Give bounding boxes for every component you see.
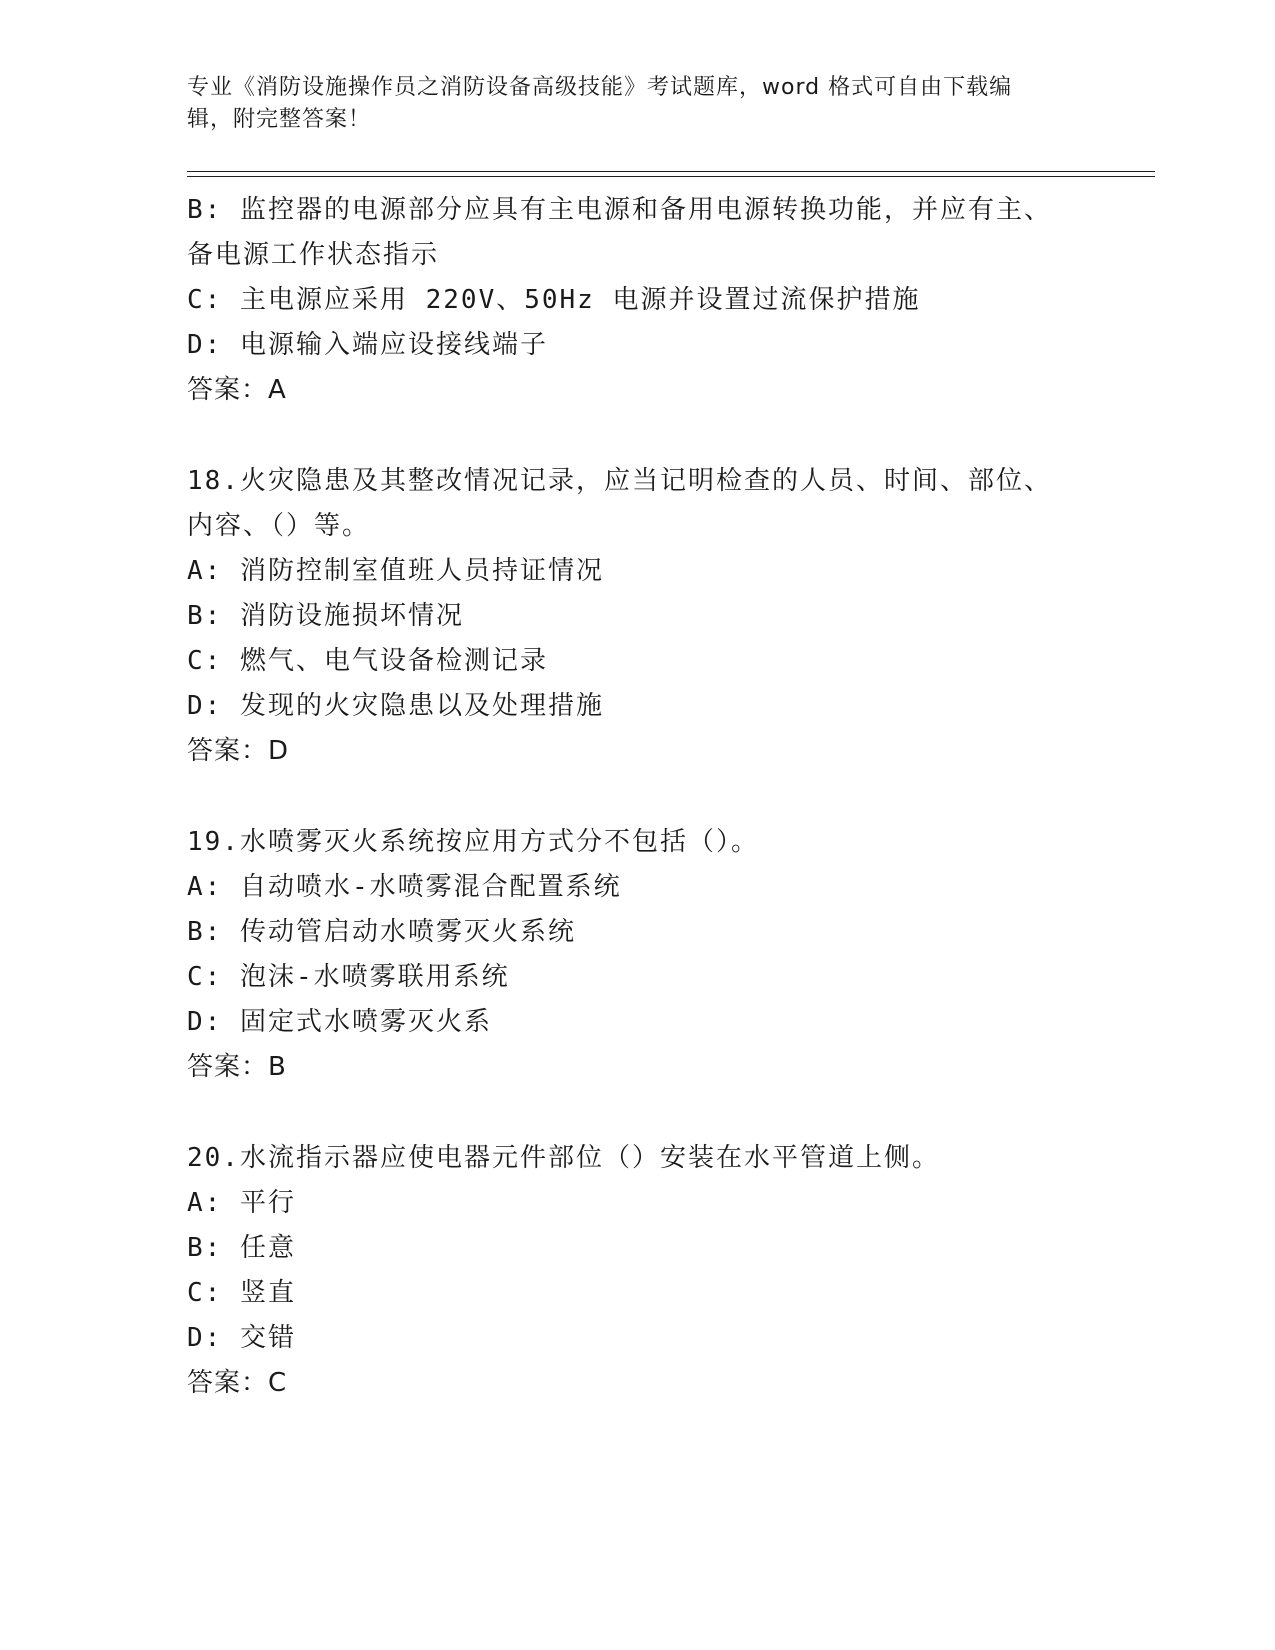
option-d: D: 固定式水喷雾灭火系 (187, 1007, 492, 1037)
answer: 答案：C (187, 1368, 288, 1398)
option-a: A: 平行 (187, 1188, 296, 1218)
document-header (187, 72, 1067, 136)
question-18 (187, 459, 1087, 774)
spacer (187, 774, 1087, 820)
option-b: B: 消防设施损坏情况 (187, 601, 464, 631)
question-17-continued (187, 188, 1087, 413)
option-d: D: 电源输入端应设接线端子 (187, 330, 548, 360)
question-stem-line-1: 18.火灾隐患及其整改情况记录，应当记明检查的人员、时间、部位、 (187, 466, 1052, 496)
option-b-line-1: B: 监控器的电源部分应具有主电源和备用电源转换功能，并应有主、 (187, 195, 1052, 225)
header-line-2: 辑，附完整答案！ (187, 107, 372, 132)
option-d: D: 交错 (187, 1323, 296, 1353)
question-content (187, 188, 1087, 1406)
option-c: C: 主电源应采用 220V、50Hz 电源并设置过流保护措施 (187, 285, 921, 315)
option-c: C: 竖直 (187, 1278, 296, 1308)
option-c: C: 泡沫-水喷雾联用系统 (187, 962, 510, 992)
spacer (187, 413, 1087, 459)
option-b-line-2: 备电源工作状态指示 (187, 240, 440, 270)
option-b: B: 传动管启动水喷雾灭火系统 (187, 917, 576, 947)
header-divider-bottom (187, 176, 1155, 177)
answer: 答案：B (187, 1052, 287, 1082)
spacer (187, 1090, 1087, 1136)
question-19 (187, 820, 1087, 1090)
option-d: D: 发现的火灾隐患以及处理措施 (187, 691, 604, 721)
header-divider-top (187, 171, 1155, 172)
header-line-1: 专业《消防设施操作员之消防设备高级技能》考试题库，word 格式可自由下载编 (187, 75, 1013, 100)
question-stem-line-2: 内容、（）等。 (187, 511, 371, 541)
option-a: A: 消防控制室值班人员持证情况 (187, 556, 604, 586)
question-20 (187, 1136, 1087, 1406)
answer: 答案：D (187, 736, 290, 766)
question-stem: 20.水流指示器应使电器元件部位（）安装在水平管道上侧。 (187, 1143, 940, 1173)
question-stem: 19.水喷雾灭火系统按应用方式分不包括（）。 (187, 827, 759, 857)
option-c: C: 燃气、电气设备检测记录 (187, 646, 548, 676)
answer: 答案：A (187, 375, 287, 405)
option-a: A: 自动喷水-水喷雾混合配置系统 (187, 872, 622, 902)
option-b: B: 任意 (187, 1233, 296, 1263)
